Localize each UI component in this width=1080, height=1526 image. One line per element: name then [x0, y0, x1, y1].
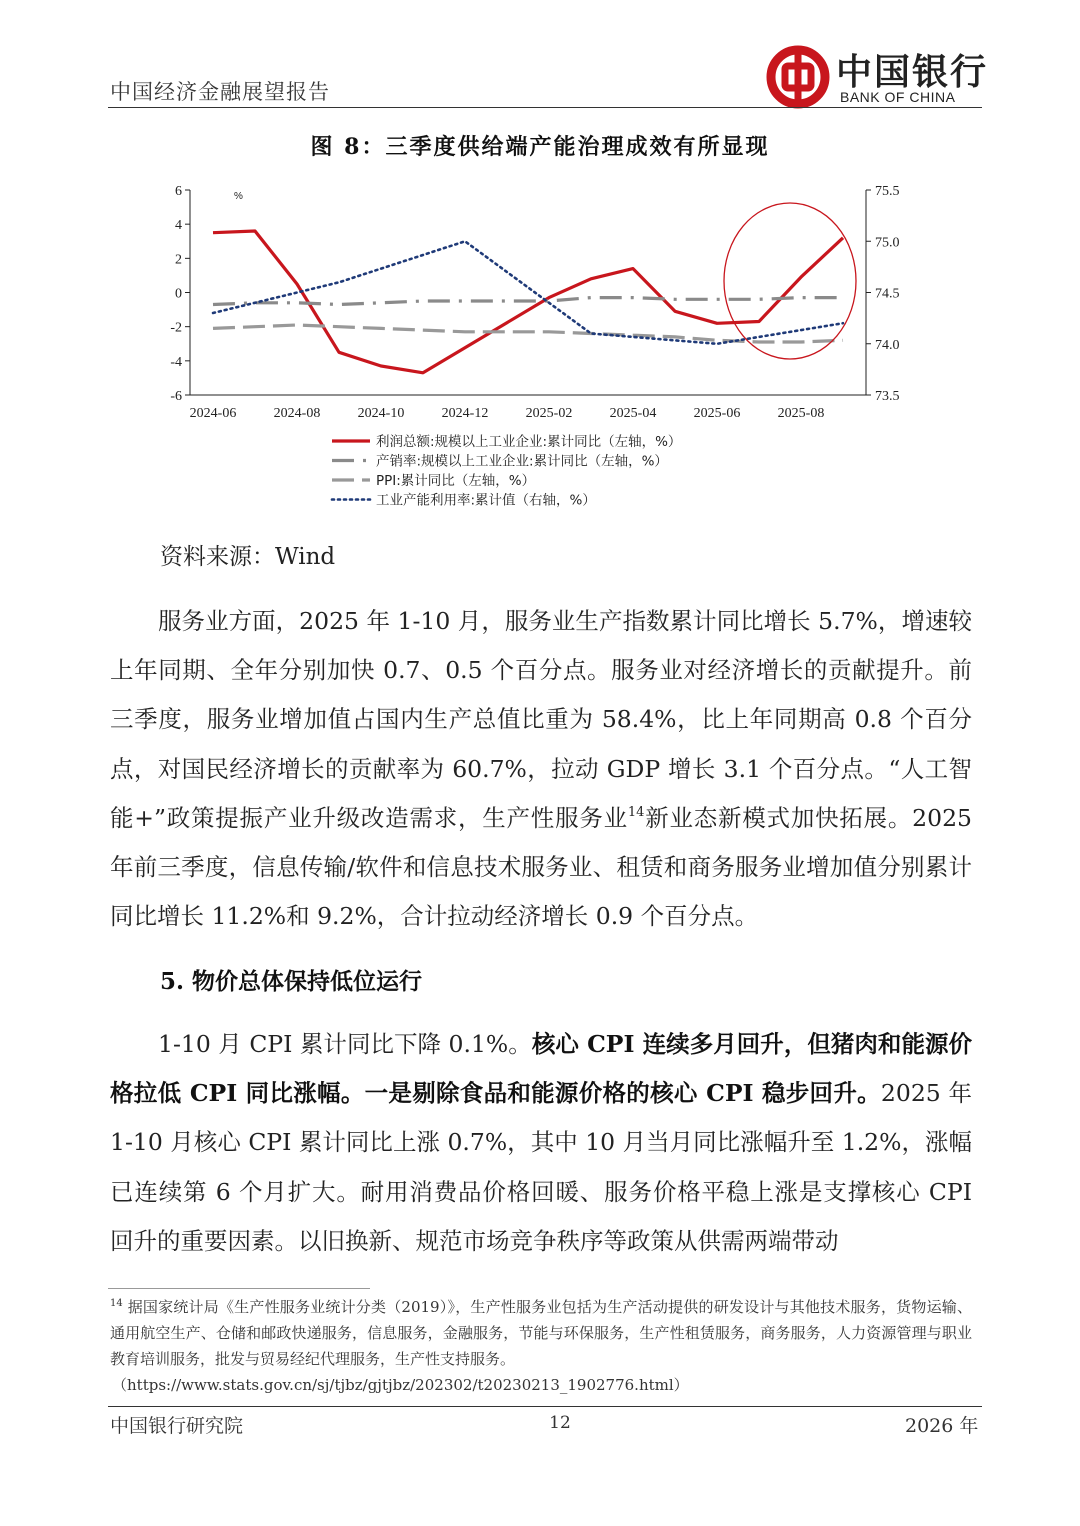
chart-series-lines	[213, 203, 856, 373]
page-number: 12	[549, 1413, 571, 1433]
paragraph-text-tail: 新业态新模式加快拓展。2025 年前三季度，信息传输/软件和信息技术服务业、租赁和商务服务业增加值分别累计同比增长 11.2%和 9.2%，合计拉动经济增长 0.9 个百分点。	[110, 803, 972, 931]
footnote-ref: 14	[627, 804, 645, 820]
footnote-number: 14	[110, 1298, 123, 1309]
right-tick-label: 73.5	[875, 389, 900, 404]
legend-label-4: 工业产能利用率:累计值（右轴，%）	[376, 492, 596, 509]
legend-label-1: 利润总额:规模以上工业企业:累计同比（左轴，%）	[376, 434, 682, 450]
legend-label-2: 产销率:规模以上工业企业:累计同比（左轴，%）	[376, 453, 668, 470]
x-tick-label: 2024-10	[357, 406, 405, 421]
left-tick-label: 2	[175, 252, 182, 268]
footer-year: 2026 年	[905, 1415, 979, 1437]
x-tick-label: 2025-02	[525, 406, 573, 421]
left-tick-label: -6	[170, 389, 182, 404]
x-tick-label: 2025-04	[609, 406, 657, 421]
footnote	[110, 1294, 972, 1372]
industry-capacity-chart	[160, 175, 920, 520]
x-tick-label: 2025-06	[693, 406, 741, 421]
left-tick-label: -4	[170, 354, 182, 370]
paragraph-text-a: 1-10 月 CPI 累计同比下降 0.1%。	[158, 1030, 532, 1058]
logo-english-name: BANK OF CHINA	[840, 89, 956, 105]
right-tick-label: 74.5	[875, 286, 900, 302]
figure-source: 资料来源：Wind	[160, 544, 336, 570]
paragraph-text-c: 2025 年 1-10 月核心 CPI 累计同比上涨 0.7%，其中 10 月当月同比涨幅升至 1.2%，涨幅已连续第 6 个月扩大。耐用消费品价格回暖、服务价格平稳上涨是支撑核心 CPI 回升的重要因素。以旧换新、规范市场竞争秩序等政策从供需两端带动	[110, 1079, 972, 1255]
left-tick-label: 0	[175, 286, 182, 302]
footer-institute: 中国银行研究院	[110, 1415, 244, 1437]
header-rule	[108, 107, 982, 108]
x-tick-label: 2024-08	[273, 406, 321, 421]
logo-chinese-name: 中国银行	[836, 51, 989, 93]
legend-label-3: PPI:累计同比（左轴，%）	[376, 473, 536, 489]
right-tick-label: 74.0	[875, 337, 900, 353]
footnote-text: 据国家统计局《生产性服务业统计分类（2019）》，生产性服务业包括为生产活动提供的研发设计与其他技术服务，货物运输、通用航空生产、仓储和邮政快递服务，信息服务，金融服务，节能与环保服务，生产性租赁服务，商务服务，人力资源管理与职业教育培训服务，批发与贸易经纪代理服务，生产性支持服务。	[110, 1298, 972, 1368]
x-tick-label: 2025-08	[777, 406, 825, 421]
right-tick-label: 75.0	[875, 235, 900, 251]
right-tick-label: 75.5	[875, 184, 900, 199]
left-tick-label: 6	[175, 184, 182, 199]
series-line-4	[213, 241, 843, 343]
body-paragraph-services	[110, 597, 972, 941]
left-tick-label: 4	[175, 218, 182, 234]
paragraph-text: 服务业方面，2025 年 1-10 月，服务业生产指数累计同比增长 5.7%，增速较上年同期、全年分别加快 0.7、0.5 个百分点。服务业对经济增长的贡献提升。前三季度，服务业增加值占国内生产总值比重为 58.4%，比上年同期高 0.8 个百分点，对国民经济增长的贡献率为 60.7%，拉动 GDP 增长 3.1 个百分点。“人工智能+”政策提振产业升级改造需求，生产性服务业	[110, 607, 972, 832]
running-header-title: 中国经济金融展望报告	[110, 80, 330, 104]
x-tick-label: 2024-12	[441, 406, 489, 421]
highlight-circle	[724, 203, 856, 359]
footnote-rule	[108, 1288, 370, 1289]
body-paragraph-cpi	[110, 1020, 972, 1266]
section-heading: 5. 物价总体保持低位运行	[160, 968, 423, 995]
left-axis-unit: %	[234, 191, 243, 202]
chart-legend	[332, 433, 681, 509]
figure-title: 图 8：三季度供给端产能治理成效有所显现	[310, 134, 770, 160]
footer-rule	[108, 1406, 982, 1407]
left-tick-label: -2	[170, 320, 182, 336]
footnote-url: （https://www.stats.gov.cn/sj/tjbz/gjtjbz/202302/t20230213_1902776.html）	[112, 1376, 689, 1394]
x-tick-label: 2024-06	[189, 406, 237, 421]
paragraph-text-bold: 核心 CPI 连续多月回升，但猪肉和能源价格拉低 CPI 同比涨幅。一是剔除食品和能源价格的核心 CPI 稳步回升。	[110, 1030, 973, 1108]
